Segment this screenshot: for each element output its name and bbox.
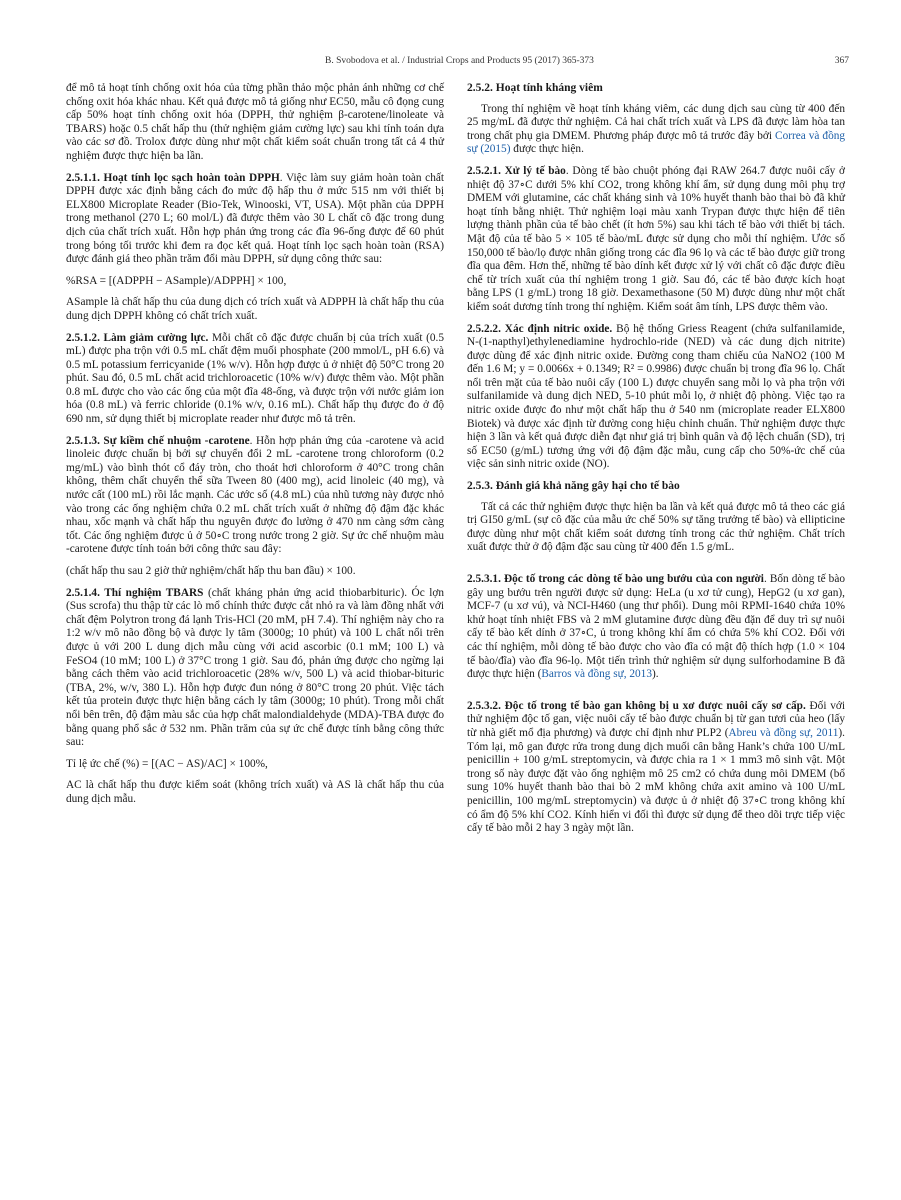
intro-paragraph: để mô tả hoạt tính chống oxit hóa của từng phần thảo mộc phản ánh những cơ chế chống oxit hóa khác nhau. Kết quả được mô tả giống như EC50, mẫu cô đọng cung cấp 50% hoạt tính chống oxit hóa (DPPH, thử nghiệm β-carotene/linoleate và TBARS) hoặc 0.5 chất hấp thu (thử nghiệm giảm cường lực) sau khi tính toán dựa vào các sơ đồ. Trolox được dùng như một chất kiểm soát chuẩn trong tất cả 4 thử nghiệm được thực hiện ba lần. xyxy=(66,82,444,162)
section-body: Mỗi chất cô đặc được chuẩn bị của trích xuất (0.5 mL) được pha trộn với 0.5 mL chất đệm muối phosphate (200 mmol/L, pH 6.6) và 0.5 mL potassium ferricyanide (1% w/v). Hỗn hợp được ủ ở nhiệt độ 50°C trong 20 phút. Sau đó, 0.5 mL chất acid trichloroacetic (10% w/v) được thêm vào. Một phần 0.8 mL được cho vào các ống của một đĩa 48-ống, và được trộn với nước giảm ion hóa (0.8 mL) và ferric chloride (0.1% w/v, 0.16 mL). Chất hấp thụ được đo ở độ 690 nm, sử dụng thiết bị microplate reader như được mô tả trên. xyxy=(66,331,444,426)
formula-inhibition: Tỉ lệ ức chế (%) = [(AC − AS)/AC] × 100%, xyxy=(66,757,268,770)
section-2-5-1-1 xyxy=(66,172,444,267)
section-2-5-3-2: 2.5.3.2. Độc tố trong tế bào gan không bị u xơ được nuôi cấy sơ cấp. Đối với thử nghiệm độc tố gan, việc nuôi cấy tế bào được chuẩn bị từ gan tươi của heo (lấy từ nhà giết mổ địa phương) và được chỉ định như PLP2 (Abreu và đồng sự, 2011). Tóm lại, mô gan được rửa trong dung dịch muối cân bằng Hank’s chứa 100 U/mL penicillin + 100 g/mL streptomycin, và được chia ra 1 × 1 mm3 mô sinh vật. Một trong số này được đặt vào ống nghiệm mô 25 cm2 có chứa dung môi DMEM (bổ sung 10% huyết thanh bào thai bò 2 mM không chứa axit amino và 100 U/mL penicillin, 100 mg/mL streptomycin) và được ủ ở nhiệt độ 37∘C trong không khí có ẩm độ 5% khí CO2. Kính hiển vi đối thì được sử dụng để theo dõi trực tiếp việc cấy tế bào mỗi 2 hay 3 ngày một lần. xyxy=(467,699,845,835)
citation-link[interactable]: Correa và đồng sự (2015) xyxy=(467,129,846,156)
section-2-5-3-1: 2.5.3.1. Độc tố trong các dòng tế bào ung bướu của con người. Bốn dòng tế bào gây ung bướu trên người được sử dụng: HeLa (u xơ tử cung), HepG2 (u xơ gan), MCF-7 (u xơ vú), và NCI-H460 (ung thư phổi). Dung môi RPMI-1640 chứa 10% khử hoạt tính nhiệt FBS và 2 mM glutamine được dùng đều đặn để duy trì sự nuôi cấy tế bào kết dính ở 37∘C, ủ trong không khí ẩm có chứa 5% khí CO2. Đối với các thí nghiệm, mỗi dòng tế bào được cho vào đĩa có mật độ thích hợp (1.0 × 104 tế bào/đĩa) vào đĩa 96-lọ. Một tiến trình thử nghiệm sử dụng sulforhodamine B đã được thực hiện (Barros và đồng sự, 2013). xyxy=(467,573,845,681)
section-2-5-1-3 xyxy=(66,435,444,557)
spacer xyxy=(467,563,845,573)
section-2-5-1-2 xyxy=(66,332,444,427)
section-body: . Hỗn hợp phản ứng của -carotene và acid linoleic được chuẩn bị bởi sự chuyển đổi 2 mL -carotene trong chloroform (0.2 mg/mL) vào bình thót cổ đáy tròn, cho thoát hơi chloroform ở 40°C trong chân không, thêm chất chuyển thể sữa Tween 80 (400 mg), acid linoleic (40 mg), và nước cất (100 mL) rồi lắc mạnh. Các ước số (4.8 mL) của nhũ tương này được nhỏ vào trong các ống nghiệm chứa 0.2 mL chất trích xuất ở những độ đậm đặc khác nhau, xốc mạnh và chất hấp thu nguyên được đo lường ở 470 nm càng sớm càng tốt. Các ống nghiệm được ủ ở 50∘C trong nước trong 2 giờ. Sự ức chế nhuộm màu -carotene được tính toán bởi công thức sau đây: xyxy=(66,434,444,556)
section-heading: 2.5.1.1. Hoạt tính lọc sạch hoàn toàn DPPH xyxy=(66,171,280,184)
paragraph-2-5-2: Trong thí nghiệm về hoạt tính kháng viêm, các dung dịch sau cùng từ 400 đến 25 mg/mL đã được thử nghiệm. Cả hai chất trích xuất và LPS đã được làm hòa tan trong chất phụ gia DMEM. Phương pháp được mô tả trước đây bởi Correa và đồng sự (2015) được thực hiện. xyxy=(467,102,846,156)
formula-rsa: %RSA = [(ADPPH − ASample)/ADPPH] × 100, xyxy=(66,274,287,287)
section-2-5-1-4 xyxy=(66,587,444,750)
section-body: (chất kháng phản ứng acid thiobarbituric). Óc lợn (Sus scrofa) thu thập từ các lò mổ chính thức được cắt nhỏ ra và làm đồng nhất với chất đệm Polytron trong đá lạnh Tris-HCl (20 mM, pH 7.4). Thí nghiệm này cho ra 1:2 w/v mô não đồng bộ và được ly tâm (3000g; 10 phút) và 100 L chất nổi trên được ủ với 200 L dung dịch mẫu cùng với acid ascorbic (0.1 mM; 100 L) và FeSO4 (10 mM; 100 L) ở 37°C trong 1 giờ. Sau đó, phản ứng được cho ngừng lại bằng cách thêm vào acid trichloroacetic (28% w/v, 500 L) và acid thiobar-bituric (TBA, 2%, w/v, 380 L). Hỗn hợp được đun nóng ở 80°C trong 20 phút. Việc tách kết tủa protein được thực hiện bằng cách ly tâm (3000g; 10 phút). Trong mỗi chất nổi bên trên, độ đậm màu sắc của hợp chất malondialdehyde (MDA)-TBA được đo bằng quang phổ sắc ở 532 nm. Phần trăm của sự ức chế được tính bằng công thức sau: xyxy=(66,586,445,749)
section-body: . Việc làm suy giảm hoàn toàn chất DPPH được xác định bằng cách đo mức độ hấp thu ở mức 515 nm với thiết bị ELX800 Microplate Reader (Bio-Tek, Winooski, VT, USA). Một phần của DPPH trong methanol (270 L; 60 mol/L) đã được thêm vào 30 L chất cô đặc trong dung dịch của chất trích xuất. Hỗn hợp phản ứng trong các đĩa 96-ống được để 60 phút trong bóng tối trước khi đem ra đọc kết quả. Hoạt tính lọc sạch hoàn toàn (RSA) được đánh giá theo phần trăm đổi màu DPPH, sử dụng công thức sau: xyxy=(66,171,444,266)
formula-explanation: ASample là chất hấp thu của dung dịch có trích xuất và ADPPH là chất hấp thu của dung dịch DPPH không có chất trích xuất. xyxy=(66,296,444,322)
left-column xyxy=(66,82,444,815)
section-heading: 2.5.2.2. Xác định nitric oxide. xyxy=(467,322,613,335)
section-heading: 2.5.1.4. Thí nghiệm TBARS xyxy=(66,586,204,599)
running-header xyxy=(70,56,849,70)
formula-carotene: (chất hấp thu sau 2 giờ thử nghiệm/chất hấp thu ban đầu) × 100. xyxy=(66,565,356,577)
formula-explanation: AC là chất hấp thu được kiểm soát (không trích xuất) và AS là chất hấp thu của dung dịch mẫu. xyxy=(66,779,444,805)
section-title-2-5-2: 2.5.2. Hoạt tính kháng viêm xyxy=(467,82,603,94)
citation-link[interactable]: Abreu và đồng sự, 2011 xyxy=(728,726,839,739)
page-number: 367 xyxy=(834,56,849,66)
section-2-5-2-1 xyxy=(467,165,845,315)
section-heading: 2.5.3.1. Độc tố trong các dòng tế bào ung bướu của con người xyxy=(467,573,764,585)
section-body: Đối với thử nghiệm độc tố gan, việc nuôi cấy tế bào được chuẩn bị từ gan tươi của heo (lấy từ nhà giết mổ địa phương) và được chỉ định như PLP2 ( xyxy=(467,699,845,739)
section-heading: 2.5.1.3. Sự kiềm chế nhuộm -carotene xyxy=(66,434,250,447)
spacer xyxy=(467,690,845,700)
right-column xyxy=(467,82,845,844)
citation-link[interactable]: Barros và đồng sự, 2013 xyxy=(541,668,652,681)
section-heading: 2.5.1.2. Làm giảm cường lực. xyxy=(66,331,209,344)
section-title-2-5-3: 2.5.3. Đánh giá khả năng gây hại cho tế bào xyxy=(467,480,680,493)
section-2-5-2-2 xyxy=(467,323,845,473)
section-heading: 2.5.3.2. Độc tố trong tế bào gan không bị u xơ được nuôi cấy sơ cấp. xyxy=(467,699,806,712)
section-heading: 2.5.2.1. Xử lý tế bào xyxy=(467,164,566,177)
section-body: . Bốn dòng tế bào gây ung bướu trên người được sử dụng: HeLa (u xơ tử cung), HepG2 (u xơ gan), MCF-7 (u xơ vú), và NCI-H460 (ung thư phổi). Dung môi RPMI-1640 chứa 10% khử hoạt tính nhiệt FBS và 2 mM glutamine được dùng đều đặn để duy trì sự nuôi cấy tế bào kết dính ở 37∘C, ủ trong không khí ẩm có chứa 5% khí CO2. Đối với các thí nghiệm, mỗi dòng tế bào được cho vào đĩa có mật độ thích hợp (1.0 × 104 tế bào/đĩa) vào đĩa 96-lọ. Một tiến trình thử nghiệm sử dụng sulforhodamine B đã được thực hiện ( xyxy=(467,573,845,681)
section-body: . Dòng tế bào chuột phóng đại RAW 264.7 được nuôi cấy ở nhiệt độ 37∘C dưới 5% khí CO2, trong không khí ẩm, sử dụng dung môi phụ trợ DMEM với glutamine, các chất kháng sinh và 10% huyết thanh bào thai bò đã khử hoạt tính bằng nhiệt. Thử nghiệm loại màu xanh Trypan được thực hiện để tiên lượng thành phần của tế bào chết (ít hơn 5%) sau khi tách tế bào với thiết bị tách. Mật độ của tế bào 5 × 105 tế bào/mL được sử dụng cho mỗi thí nghiệm. Ước số 150,000 tế bào/lọ được nhân giống trong các đĩa 96 lọ và các tế bào được giữ trong đĩa qua đêm. Hơn thế, những tế bào dính kết được xử lý với chất cô đặc được điều chế từ trích xuất của thí nghiệm trong 1 giờ. Sau đó, các tế bào được kích hoạt bằng LPS (1 g/mL) trong 18 giờ. Dexamethasone (50 M) được dùng như một chất kiểm soát dương tính trong thí nghiệm. Kiểm soát âm tính, LPS được thêm vào. xyxy=(467,164,845,313)
section-body: Bộ hệ thống Griess Reagent (chứa sulfanilamide, N-(1-napthyl)ethylenediamine hydrochlo-ride (NED) và các dung dịch nitrite) được dùng để xác định nitric oxide. Đường cong tham chiếu của NaNO2 (100 M đến 1.6 M; y = 0.0066x + 0.1349; R² = 0.9986) được chuẩn bị trong đĩa 96 lọ. Chất nổi trên mặt của tế bào nuôi cấy (100 L) được chuyển sang mỗi lọ và pha trộn với sulfanilamide và dung dịch NED, 5-10 phút mỗi lọ, ở nhiệt độ phòng. Việc tạo ra nitric oxide được đo như một chất hấp thu ở 540 nm (microplate reader ELX800 Biotek) và được xác định từ đường cong hiệu chỉnh chuẩn. Thử nghiệm được thực hiện 3 lần và kết quả được diễn đạt như giá trị bình quân và độ lệch chuẩn (SD), trị số EC50 (g/mL) tương ứng với độ đậm đặc mẫu, cung cấp cho 50%-ức chế của việc sản sinh nitric oxide (NO). xyxy=(467,322,845,471)
paragraph-2-5-3: Tất cả các thử nghiệm được thực hiện ba lần và kết quả được mô tả theo các giá trị GI50 g/mL (sự cô đặc của mẫu ức chế 50% sự tăng trưởng tế bào) và ellipticine được dùng như một chất kiểm soát dương tính trong các thử nghiệm. Chất trích xuất được thử ở độ đậm đặc sau cùng từ 400 đến 1.5 g/mL. xyxy=(467,500,845,554)
journal-citation: B. Svobodova et al. / Industrial Crops and Products 95 (2017) 365-373 xyxy=(325,56,594,66)
